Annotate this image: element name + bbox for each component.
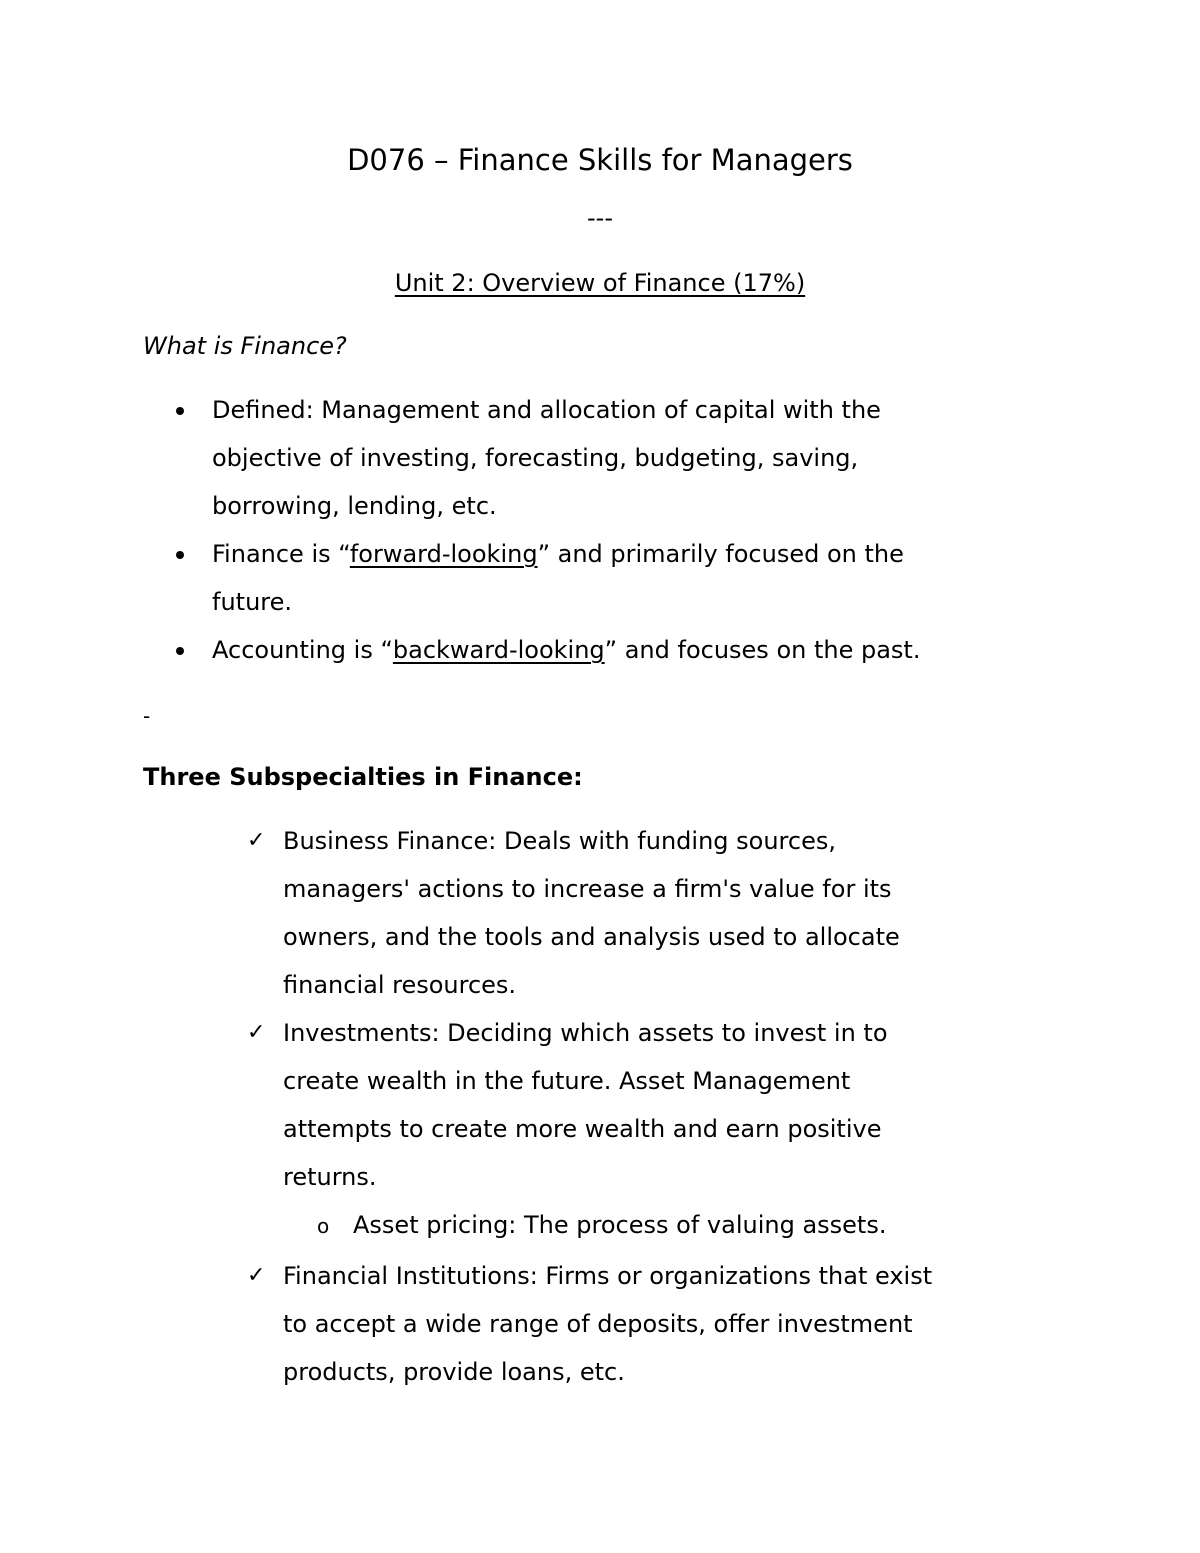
bullet-2-suffix: ” and primarily focused on the xyxy=(537,540,904,568)
check-2-line-3: attempts to create more wealth and earn positive xyxy=(283,1115,882,1143)
bullet-1-line-3: borrowing, lending, etc. xyxy=(212,492,497,520)
bullet-3-line-1 xyxy=(212,635,920,665)
check-2-line-1: Investments: Deciding which assets to invest in to xyxy=(283,1019,888,1047)
bullet-dot-icon xyxy=(176,551,184,559)
check-1-line-2: managers' actions to increase a firm's value for its xyxy=(283,875,892,903)
bullet-3-prefix: Accounting is “ xyxy=(212,636,393,664)
check-1-line-4: financial resources. xyxy=(283,971,517,999)
bullet-dot-icon xyxy=(176,407,184,415)
sub-bullet-circle-icon: o xyxy=(317,1214,330,1238)
title-separator: --- xyxy=(587,204,613,232)
bullet-3-suffix: ” and focuses on the past. xyxy=(604,636,921,664)
bullet-2-line-1 xyxy=(212,539,904,569)
unit-heading xyxy=(0,268,1200,298)
document-title: D076 – Finance Skills for Managers xyxy=(347,143,853,177)
section-question: What is Finance? xyxy=(143,332,347,360)
check-1-line-3: owners, and the tools and analysis used to allocate xyxy=(283,923,900,951)
check-3-line-3: products, provide loans, etc. xyxy=(283,1358,625,1386)
check-2-line-4: returns. xyxy=(283,1163,377,1191)
check-2-sub-item: Asset pricing: The process of valuing assets. xyxy=(353,1211,887,1239)
backward-looking-term: backward-looking xyxy=(392,636,605,664)
checkmark-icon: ✓ xyxy=(247,1020,266,1045)
check-1-line-1: Business Finance: Deals with funding sources, xyxy=(283,827,836,855)
checkmark-icon: ✓ xyxy=(247,1263,266,1288)
forward-looking-term: forward-looking xyxy=(349,540,538,568)
check-3-line-2: to accept a wide range of deposits, offer investment xyxy=(283,1310,913,1338)
bullet-1-line-1: Defined: Management and allocation of capital with the xyxy=(212,396,881,424)
bullet-2-prefix: Finance is “ xyxy=(212,540,350,568)
unit-heading-text: Unit 2: Overview of Finance (17%) xyxy=(394,269,806,297)
section-dash: - xyxy=(143,704,151,728)
bullet-2-line-2: future. xyxy=(212,588,293,616)
bullet-1-line-2: objective of investing, forecasting, budgeting, saving, xyxy=(212,444,859,472)
bullet-dot-icon xyxy=(176,647,184,655)
check-2-line-2: create wealth in the future. Asset Management xyxy=(283,1067,851,1095)
check-3-line-1: Financial Institutions: Firms or organizations that exist xyxy=(283,1262,933,1290)
checkmark-icon: ✓ xyxy=(247,828,266,853)
subspecialties-heading: Three Subspecialties in Finance: xyxy=(143,763,583,791)
